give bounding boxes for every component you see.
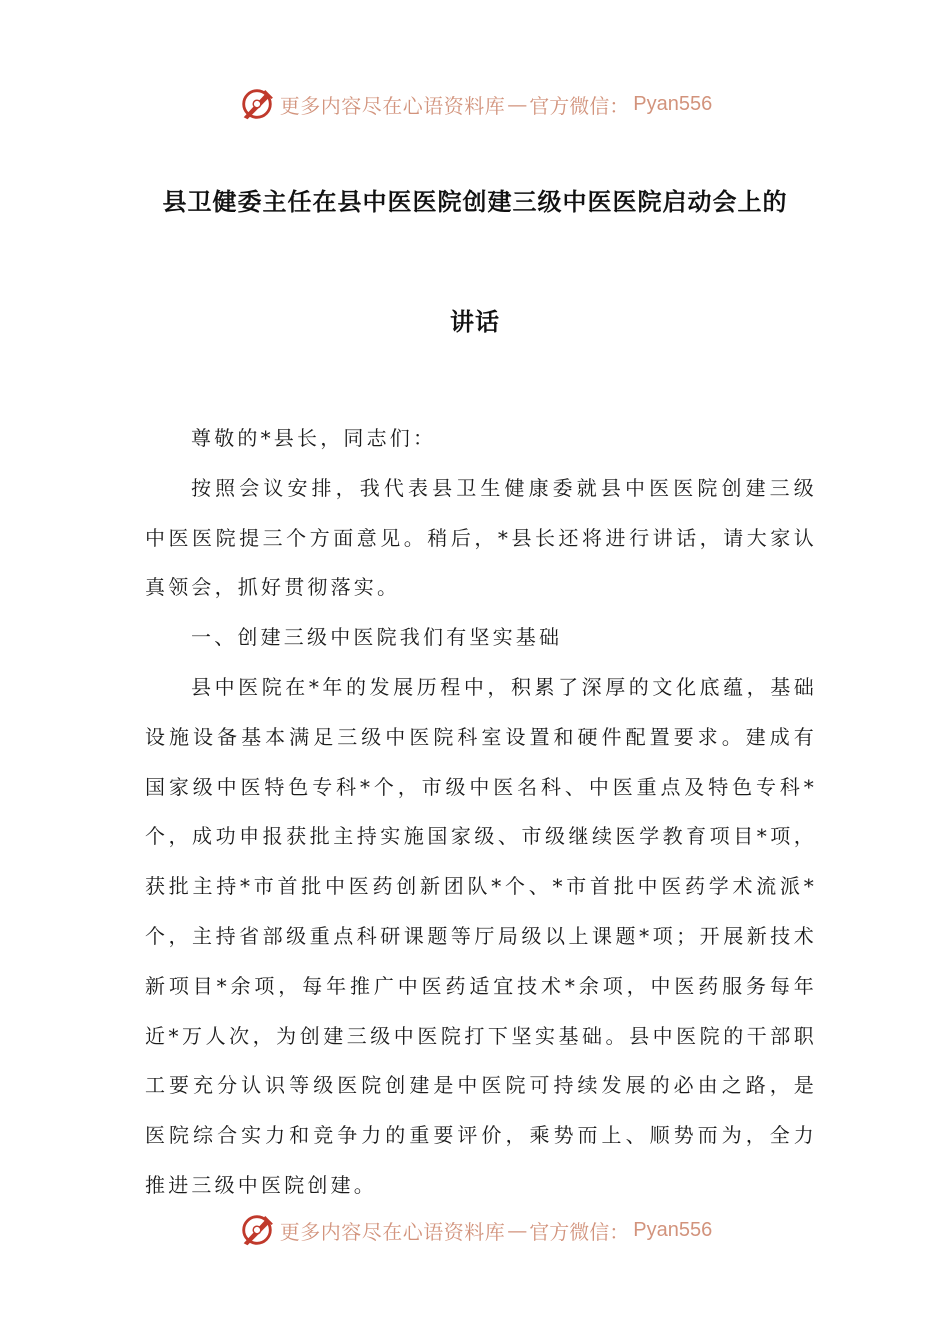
watermark-wechat-id: Pyan556 xyxy=(633,1218,713,1241)
quill-logo-icon xyxy=(238,85,276,123)
document-title-line1: 县卫健委主任在县中医医院创建三级中医医院启动会上的 xyxy=(162,188,788,216)
watermark-wechat-id: Pyan556 xyxy=(633,92,713,115)
watermark-separator: — xyxy=(507,1218,528,1242)
watermark-separator: — xyxy=(507,92,528,116)
watermark-banner-bottom xyxy=(0,1208,950,1252)
quill-logo-icon xyxy=(238,1211,276,1249)
section-heading: 一、创建三级中医院我们有坚实基础 xyxy=(191,625,563,650)
watermark-banner-top xyxy=(0,82,950,126)
salutation-paragraph: 尊敬的*县长，同志们： xyxy=(191,426,437,450)
document-body xyxy=(145,414,817,1211)
watermark-wechat-label: 官方微信： xyxy=(529,1219,630,1244)
body-paragraph: 县中医院在*年的发展历程中，积累了深厚的文化底蕴，基础设施设备基本满足三级中医院科室设置和硬件配置要求。建成有国家级中医特色专科*个，市级中医名科、中医重点及特色专科*个，成功申报获批主持实施国家级、市级继续医学教育项目*项，获批主持*市首批中医药创新团队*个、*市首批中医药学术流派*个，主持省部级重点科研课题等厅局级以上课题*项；开展新技术新项目*余项，每年推广中医药适宜技术*余项，中医药服务每年近*万人次，为创建三级中医院打下坚实基础。县中医院的干部职工要充分认识等级医院创建是中医院可持续发展的必由之路，是医院综合实力和竞争力的重要评价，乘势而上、顺势而为，全力推进三级中医院创建。 xyxy=(145,674,817,1197)
intro-paragraph: 按照会议安排，我代表县卫生健康委就县中医医院创建三级中医医院提三个方面意见。稍后，*县长还将进行讲话，请大家认真领会，抓好贯彻落实。 xyxy=(145,475,817,600)
document-title-line2: 讲话 xyxy=(450,308,500,336)
watermark-wechat-label: 官方微信： xyxy=(529,93,630,118)
watermark-text: 更多内容尽在心语资料库 xyxy=(279,93,506,118)
watermark-text: 更多内容尽在心语资料库 xyxy=(279,1219,506,1244)
